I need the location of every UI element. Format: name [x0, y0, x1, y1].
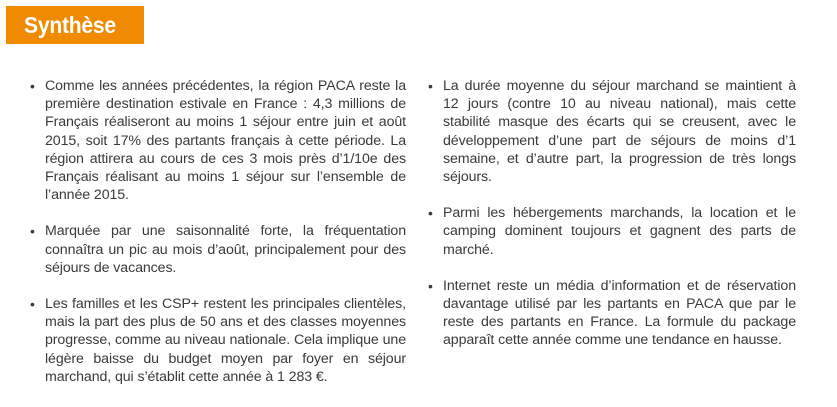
bullet-text: Marquée par une saisonnalité forte, la fréquentation connaîtra un pic au mois d’août, principalement pour des séjours de vacances.: [45, 223, 406, 276]
bullet-text: Parmi les hébergements marchands, la location et le camping dominent toujours et gagnent des parts de marché.: [443, 205, 796, 258]
bullet-icon: •: [428, 277, 433, 294]
bullet-icon: •: [428, 205, 433, 222]
bullet-text: Les familles et les CSP+ restent les principales clientèles, mais la part des plus de 50 ans et des classes moyennes progresse, comme au niveau nationale. Cela implique une légère baisse du budget moyen par foyer en séjour marchand, qui s’établit cette année à 1 283 €.: [45, 296, 406, 385]
left-column: [30, 77, 406, 404]
bullet-item: [428, 277, 796, 350]
bullet-text: Comme les années précédentes, la région PACA reste la première destination estivale en France : 4,3 millions de Français réaliseront au moins 1 séjour entre juin et août 2015, soit 17% des partants français à cette période. La région attirera au cours de ces 3 mois près d’1/10e des Français réalisant au moins 1 séjour sur l’ensemble de l’année 2015.: [45, 78, 406, 204]
bullet-icon: •: [30, 78, 35, 94]
bullet-text: La durée moyenne du séjour marchand se maintient à 12 jours (contre 10 au niveau national), mais cette stabilité masque des écarts qui se creusent, avec le développement d’une part de séjours de moins d’1 semaine, et d’autre part, la progression de très longs séjours.: [443, 78, 796, 186]
bullet-item: [30, 77, 406, 204]
bullet-icon: •: [428, 78, 433, 94]
right-column: [428, 77, 796, 368]
bullet-text: Internet reste un média d’information et de réservation davantage utilisé par les partants en PACA que par le reste des partants en France. La formule du package apparaît cette année comme une tendance en hausse.: [443, 277, 796, 349]
title-banner: [6, 6, 144, 44]
page-title: Synthèse: [24, 11, 116, 38]
bullet-icon: •: [30, 223, 35, 240]
bullet-item: [428, 204, 796, 259]
bullet-item: [428, 77, 796, 186]
bullet-item: [30, 222, 406, 277]
bullet-item: [30, 295, 406, 386]
bullet-icon: •: [30, 296, 35, 313]
